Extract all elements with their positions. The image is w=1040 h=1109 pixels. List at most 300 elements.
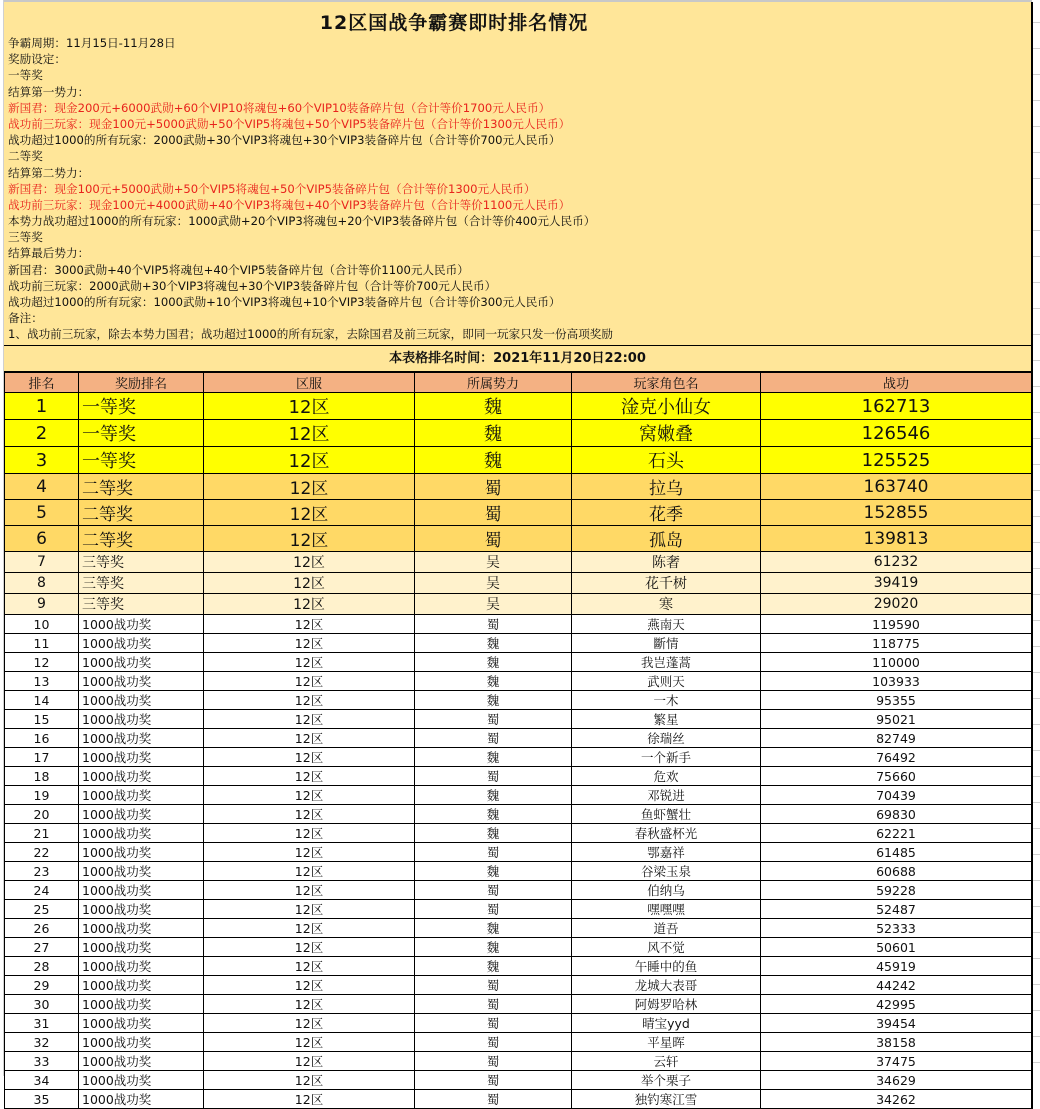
faction-cell[interactable]: 蜀 bbox=[415, 1071, 572, 1090]
server-cell[interactable]: 12区 bbox=[204, 526, 415, 552]
gridline-tick bbox=[1032, 620, 1040, 621]
reward-cell[interactable]: 三等奖 bbox=[79, 573, 204, 594]
server-cell[interactable]: 12区 bbox=[204, 995, 415, 1014]
server-cell[interactable]: 12区 bbox=[204, 767, 415, 786]
reward-info-line: 结算第二势力： bbox=[8, 165, 90, 180]
reward-info-line: 备注： bbox=[8, 311, 43, 326]
gridline-tick bbox=[1032, 542, 1040, 543]
reward-cell[interactable]: 1000战功奖 bbox=[79, 1033, 204, 1052]
gridline-tick bbox=[1032, 412, 1040, 413]
table-row bbox=[5, 672, 1032, 691]
gridline-tick bbox=[1032, 464, 1040, 465]
rank-cell[interactable]: 13 bbox=[5, 672, 79, 691]
faction-cell[interactable]: 蜀 bbox=[415, 995, 572, 1014]
gridline-tick bbox=[1032, 724, 1040, 725]
gridline-tick bbox=[1032, 984, 1040, 985]
reward-cell[interactable]: 1000战功奖 bbox=[79, 710, 204, 729]
server-cell[interactable]: 12区 bbox=[204, 653, 415, 672]
rank-cell[interactable]: 3 bbox=[5, 447, 79, 474]
server-cell[interactable]: 12区 bbox=[204, 447, 415, 474]
server-cell[interactable]: 12区 bbox=[204, 976, 415, 995]
rank-cell[interactable]: 5 bbox=[5, 500, 79, 526]
faction-cell[interactable]: 蜀 bbox=[415, 710, 572, 729]
table-row bbox=[5, 1014, 1032, 1033]
table-row bbox=[5, 748, 1032, 767]
reward-info-line: 1、战功前三玩家，除去本势力国君；战功超过1000的所有玩家，去除国君及前三玩家，即同一玩家只发一份高项奖励 bbox=[8, 327, 613, 342]
faction-cell[interactable]: 魏 bbox=[415, 420, 572, 447]
merit-cell[interactable]: 34262 bbox=[761, 1090, 1032, 1109]
reward-cell[interactable]: 1000战功奖 bbox=[79, 824, 204, 843]
server-cell[interactable]: 12区 bbox=[204, 786, 415, 805]
table-row bbox=[5, 615, 1032, 634]
player-name-cell[interactable]: 平星晖 bbox=[572, 1033, 761, 1052]
header-server[interactable]: 区服 bbox=[204, 373, 415, 393]
server-cell[interactable]: 12区 bbox=[204, 938, 415, 957]
player-name-cell[interactable]: 邓锐进 bbox=[572, 786, 761, 805]
gridline-tick bbox=[1032, 360, 1040, 361]
rank-cell[interactable]: 26 bbox=[5, 919, 79, 938]
player-name-cell[interactable]: 窝嫩叠 bbox=[572, 420, 761, 447]
reward-info-line: 二等奖 bbox=[8, 149, 43, 164]
server-cell[interactable]: 12区 bbox=[204, 805, 415, 824]
table-row bbox=[5, 919, 1032, 938]
player-name-cell[interactable]: 独钓寒江雪 bbox=[572, 1090, 761, 1109]
player-name-cell[interactable]: 阿姆罗哈林 bbox=[572, 995, 761, 1014]
faction-cell[interactable]: 魏 bbox=[415, 786, 572, 805]
table-row bbox=[5, 881, 1032, 900]
player-name-cell[interactable]: 鄂嘉祥 bbox=[572, 843, 761, 862]
rank-cell[interactable]: 21 bbox=[5, 824, 79, 843]
faction-cell[interactable]: 蜀 bbox=[415, 976, 572, 995]
table-row bbox=[5, 393, 1032, 420]
reward-cell[interactable]: 1000战功奖 bbox=[79, 615, 204, 634]
faction-cell[interactable]: 蜀 bbox=[415, 881, 572, 900]
merit-cell[interactable]: 39419 bbox=[761, 573, 1032, 594]
reward-cell[interactable]: 1000战功奖 bbox=[79, 748, 204, 767]
reward-info-line: 奖励设定： bbox=[8, 52, 66, 67]
player-name-cell[interactable]: 鱼虾蟹壮 bbox=[572, 805, 761, 824]
server-cell[interactable]: 12区 bbox=[204, 1033, 415, 1052]
table-row bbox=[5, 526, 1032, 552]
server-cell[interactable]: 12区 bbox=[204, 594, 415, 615]
table-row bbox=[5, 995, 1032, 1014]
rank-cell[interactable]: 10 bbox=[5, 615, 79, 634]
ranking-timestamp[interactable]: 本表格排名时间：2021年11月20日22:00 bbox=[4, 346, 1031, 372]
server-cell[interactable]: 12区 bbox=[204, 1052, 415, 1071]
server-cell[interactable]: 12区 bbox=[204, 552, 415, 573]
table-row bbox=[5, 653, 1032, 672]
reward-cell[interactable]: 1000战功奖 bbox=[79, 691, 204, 710]
server-cell[interactable]: 12区 bbox=[204, 474, 415, 500]
faction-cell[interactable]: 吴 bbox=[415, 552, 572, 573]
gridline-tick bbox=[1032, 854, 1040, 855]
header-rank[interactable]: 排名 bbox=[5, 373, 79, 393]
faction-cell[interactable]: 魏 bbox=[415, 805, 572, 824]
reward-cell[interactable]: 1000战功奖 bbox=[79, 957, 204, 976]
merit-cell[interactable]: 82749 bbox=[761, 729, 1032, 748]
server-cell[interactable]: 12区 bbox=[204, 729, 415, 748]
server-cell[interactable]: 12区 bbox=[204, 420, 415, 447]
faction-cell[interactable]: 魏 bbox=[415, 393, 572, 420]
merit-cell[interactable]: 125525 bbox=[761, 447, 1032, 474]
merit-cell[interactable]: 52487 bbox=[761, 900, 1032, 919]
table-row bbox=[5, 1090, 1032, 1109]
ranking-table-body bbox=[5, 393, 1032, 1109]
table-row bbox=[5, 500, 1032, 526]
player-name-cell[interactable]: 寒 bbox=[572, 594, 761, 615]
rank-cell[interactable]: 6 bbox=[5, 526, 79, 552]
merit-cell[interactable]: 95021 bbox=[761, 710, 1032, 729]
player-name-cell[interactable]: 谷梁玉泉 bbox=[572, 862, 761, 881]
header-faction[interactable]: 所属势力 bbox=[415, 373, 572, 393]
faction-cell[interactable]: 蜀 bbox=[415, 474, 572, 500]
server-cell[interactable]: 12区 bbox=[204, 1071, 415, 1090]
server-cell[interactable]: 12区 bbox=[204, 881, 415, 900]
merit-cell[interactable]: 39454 bbox=[761, 1014, 1032, 1033]
server-cell[interactable]: 12区 bbox=[204, 1090, 415, 1109]
faction-cell[interactable]: 魏 bbox=[415, 691, 572, 710]
server-cell[interactable]: 12区 bbox=[204, 500, 415, 526]
reward-cell[interactable]: 1000战功奖 bbox=[79, 995, 204, 1014]
rank-cell[interactable]: 14 bbox=[5, 691, 79, 710]
table-row bbox=[5, 1071, 1032, 1090]
gridline-tick bbox=[1032, 906, 1040, 907]
merit-cell[interactable]: 69830 bbox=[761, 805, 1032, 824]
reward-info-line: 战功超过1000的所有玩家：1000武勋+10个VIP3将魂包+10个VIP3装备碎片包（合计等价300元人民币） bbox=[8, 295, 561, 309]
gridline-tick bbox=[1032, 178, 1040, 179]
reward-cell[interactable]: 1000战功奖 bbox=[79, 919, 204, 938]
reward-info-line: 三等奖 bbox=[8, 230, 43, 245]
reward-info-line: 新国君：现金200元+6000武勋+60个VIP10将魂包+60个VIP10装备碎片包（合计等价1700元人民币） bbox=[8, 100, 551, 115]
merit-cell[interactable]: 152855 bbox=[761, 500, 1032, 526]
table-header-row bbox=[5, 373, 1032, 393]
gridline-tick bbox=[1032, 308, 1040, 309]
reward-cell[interactable]: 一等奖 bbox=[79, 393, 204, 420]
server-cell[interactable]: 12区 bbox=[204, 672, 415, 691]
table-row bbox=[5, 843, 1032, 862]
rank-cell[interactable]: 15 bbox=[5, 710, 79, 729]
rank-cell[interactable]: 27 bbox=[5, 938, 79, 957]
reward-cell[interactable]: 三等奖 bbox=[79, 552, 204, 573]
rank-cell[interactable]: 32 bbox=[5, 1033, 79, 1052]
faction-cell[interactable]: 魏 bbox=[415, 919, 572, 938]
table-row bbox=[5, 862, 1032, 881]
player-name-cell[interactable]: 嘿嘿嘿 bbox=[572, 900, 761, 919]
gridline-tick bbox=[1032, 204, 1040, 205]
reward-cell[interactable]: 1000战功奖 bbox=[79, 672, 204, 691]
faction-cell[interactable]: 魏 bbox=[415, 447, 572, 474]
player-name-cell[interactable]: 一个新手 bbox=[572, 748, 761, 767]
ranking-sheet bbox=[4, 2, 1033, 1109]
server-cell[interactable]: 12区 bbox=[204, 843, 415, 862]
merit-cell[interactable]: 37475 bbox=[761, 1052, 1032, 1071]
player-name-cell[interactable]: 风不觉 bbox=[572, 938, 761, 957]
reward-cell[interactable]: 1000战功奖 bbox=[79, 786, 204, 805]
server-cell[interactable]: 12区 bbox=[204, 957, 415, 976]
merit-cell[interactable]: 118775 bbox=[761, 634, 1032, 653]
rank-cell[interactable]: 7 bbox=[5, 552, 79, 573]
reward-cell[interactable]: 1000战功奖 bbox=[79, 634, 204, 653]
faction-cell[interactable]: 蜀 bbox=[415, 1090, 572, 1109]
faction-cell[interactable]: 蜀 bbox=[415, 729, 572, 748]
gridline-tick bbox=[1032, 230, 1040, 231]
reward-info-line: 战功前三玩家：现金100元+4000武勋+40个VIP3将魂包+40个VIP3装备碎片包（合计等价1100元人民币） bbox=[8, 197, 571, 212]
reward-cell[interactable]: 二等奖 bbox=[79, 474, 204, 500]
faction-cell[interactable]: 蜀 bbox=[415, 1014, 572, 1033]
merit-cell[interactable]: 76492 bbox=[761, 748, 1032, 767]
rank-cell[interactable]: 23 bbox=[5, 862, 79, 881]
merit-cell[interactable]: 162713 bbox=[761, 393, 1032, 420]
server-cell[interactable]: 12区 bbox=[204, 615, 415, 634]
merit-cell[interactable]: 59228 bbox=[761, 881, 1032, 900]
gridline-tick bbox=[1032, 1010, 1040, 1011]
player-name-cell[interactable]: 云轩 bbox=[572, 1052, 761, 1071]
server-cell[interactable]: 12区 bbox=[204, 748, 415, 767]
gridline-tick bbox=[1032, 828, 1040, 829]
server-cell[interactable]: 12区 bbox=[204, 634, 415, 653]
rank-cell[interactable]: 20 bbox=[5, 805, 79, 824]
reward-cell[interactable]: 1000战功奖 bbox=[79, 843, 204, 862]
gridline-tick bbox=[1032, 48, 1040, 49]
merit-cell[interactable]: 60688 bbox=[761, 862, 1032, 881]
reward-cell[interactable]: 1000战功奖 bbox=[79, 805, 204, 824]
rank-cell[interactable]: 2 bbox=[5, 420, 79, 447]
player-name-cell[interactable]: 危欢 bbox=[572, 767, 761, 786]
rank-cell[interactable]: 35 bbox=[5, 1090, 79, 1109]
merit-cell[interactable]: 119590 bbox=[761, 615, 1032, 634]
server-cell[interactable]: 12区 bbox=[204, 824, 415, 843]
rank-cell[interactable]: 22 bbox=[5, 843, 79, 862]
reward-info-lines bbox=[8, 35, 613, 343]
player-name-cell[interactable]: 春秋盛杯光 bbox=[572, 824, 761, 843]
merit-cell[interactable]: 42995 bbox=[761, 995, 1032, 1014]
table-row bbox=[5, 938, 1032, 957]
player-name-cell[interactable]: 道吾 bbox=[572, 919, 761, 938]
merit-cell[interactable]: 95355 bbox=[761, 691, 1032, 710]
reward-cell[interactable]: 二等奖 bbox=[79, 500, 204, 526]
faction-cell[interactable]: 蜀 bbox=[415, 526, 572, 552]
reward-cell[interactable]: 1000战功奖 bbox=[79, 1052, 204, 1071]
reward-info-cell[interactable] bbox=[4, 2, 1031, 346]
ranking-table bbox=[4, 372, 1032, 1109]
reward-cell[interactable]: 1000战功奖 bbox=[79, 1014, 204, 1033]
player-name-cell[interactable]: 武则天 bbox=[572, 672, 761, 691]
merit-cell[interactable]: 103933 bbox=[761, 672, 1032, 691]
sheet-title: 12区国战争霸赛即时排名情况 bbox=[319, 12, 589, 34]
reward-cell[interactable]: 1000战功奖 bbox=[79, 900, 204, 919]
gridline-tick bbox=[1032, 100, 1040, 101]
gridline-tick bbox=[1032, 698, 1040, 699]
merit-cell[interactable]: 70439 bbox=[761, 786, 1032, 805]
reward-info-line: 战功前三玩家：现金100元+5000武勋+50个VIP5将魂包+50个VIP5装备碎片包（合计等价1300元人民币） bbox=[8, 116, 571, 131]
reward-info-line: 结算最后势力： bbox=[8, 246, 90, 261]
gridline-tick bbox=[1032, 880, 1040, 881]
faction-cell[interactable]: 蜀 bbox=[415, 615, 572, 634]
faction-cell[interactable]: 魏 bbox=[415, 672, 572, 691]
server-cell[interactable]: 12区 bbox=[204, 393, 415, 420]
gridline-tick bbox=[1032, 516, 1040, 517]
faction-cell[interactable]: 吴 bbox=[415, 573, 572, 594]
header-reward[interactable]: 奖励排名 bbox=[79, 373, 204, 393]
server-cell[interactable]: 12区 bbox=[204, 862, 415, 881]
player-name-cell[interactable]: 花千树 bbox=[572, 573, 761, 594]
gridline-tick bbox=[1032, 932, 1040, 933]
faction-cell[interactable]: 魏 bbox=[415, 634, 572, 653]
faction-cell[interactable]: 吴 bbox=[415, 594, 572, 615]
table-row bbox=[5, 957, 1032, 976]
player-name-cell[interactable]: 伯纳乌 bbox=[572, 881, 761, 900]
reward-info-line: 战功前三玩家：2000武勋+30个VIP3将魂包+30个VIP3装备碎片包（合计等价700元人民币） bbox=[8, 278, 497, 293]
faction-cell[interactable]: 魏 bbox=[415, 938, 572, 957]
faction-cell[interactable]: 魏 bbox=[415, 824, 572, 843]
rank-cell[interactable]: 31 bbox=[5, 1014, 79, 1033]
rank-cell[interactable]: 4 bbox=[5, 474, 79, 500]
gridline-tick bbox=[1032, 22, 1040, 23]
table-row bbox=[5, 786, 1032, 805]
gridline-tick bbox=[1032, 1036, 1040, 1037]
rank-cell[interactable]: 8 bbox=[5, 573, 79, 594]
rank-cell[interactable]: 30 bbox=[5, 995, 79, 1014]
player-name-cell[interactable]: 陈奢 bbox=[572, 552, 761, 573]
faction-cell[interactable]: 魏 bbox=[415, 748, 572, 767]
player-name-cell[interactable]: 拉乌 bbox=[572, 474, 761, 500]
gridline-tick bbox=[1032, 386, 1040, 387]
server-cell[interactable]: 12区 bbox=[204, 919, 415, 938]
gridline-tick bbox=[1032, 646, 1040, 647]
player-name-cell[interactable]: 午睡中的鱼 bbox=[572, 957, 761, 976]
gridline-tick bbox=[1032, 958, 1040, 959]
table-row bbox=[5, 824, 1032, 843]
table-row bbox=[5, 900, 1032, 919]
rank-cell[interactable]: 33 bbox=[5, 1052, 79, 1071]
rank-cell[interactable]: 17 bbox=[5, 748, 79, 767]
table-row bbox=[5, 976, 1032, 995]
player-name-cell[interactable]: 一木 bbox=[572, 691, 761, 710]
faction-cell[interactable]: 魏 bbox=[415, 957, 572, 976]
reward-cell[interactable]: 1000战功奖 bbox=[79, 938, 204, 957]
server-cell[interactable]: 12区 bbox=[204, 1014, 415, 1033]
player-name-cell[interactable]: 孤岛 bbox=[572, 526, 761, 552]
player-name-cell[interactable]: 龙城大表哥 bbox=[572, 976, 761, 995]
player-name-cell[interactable]: 繁星 bbox=[572, 710, 761, 729]
reward-cell[interactable]: 1000战功奖 bbox=[79, 1090, 204, 1109]
gridline-tick bbox=[1032, 750, 1040, 751]
reward-cell[interactable]: 1000战功奖 bbox=[79, 1071, 204, 1090]
faction-cell[interactable]: 蜀 bbox=[415, 843, 572, 862]
merit-cell[interactable]: 139813 bbox=[761, 526, 1032, 552]
rank-cell[interactable]: 25 bbox=[5, 900, 79, 919]
reward-cell[interactable]: 二等奖 bbox=[79, 526, 204, 552]
reward-cell[interactable]: 三等奖 bbox=[79, 594, 204, 615]
merit-cell[interactable]: 61232 bbox=[761, 552, 1032, 573]
faction-cell[interactable]: 蜀 bbox=[415, 900, 572, 919]
rank-cell[interactable]: 1 bbox=[5, 393, 79, 420]
reward-cell[interactable]: 一等奖 bbox=[79, 447, 204, 474]
reward-cell[interactable]: 1000战功奖 bbox=[79, 862, 204, 881]
merit-cell[interactable]: 38158 bbox=[761, 1033, 1032, 1052]
server-cell[interactable]: 12区 bbox=[204, 900, 415, 919]
player-name-cell[interactable]: 石头 bbox=[572, 447, 761, 474]
player-name-cell[interactable]: 花季 bbox=[572, 500, 761, 526]
reward-info-line: 一等奖 bbox=[8, 68, 43, 83]
player-name-cell[interactable]: 我岂蓬蒿 bbox=[572, 653, 761, 672]
player-name-cell[interactable]: 斷情 bbox=[572, 634, 761, 653]
gridline-tick bbox=[1032, 802, 1040, 803]
reward-cell[interactable]: 一等奖 bbox=[79, 420, 204, 447]
server-cell[interactable]: 12区 bbox=[204, 573, 415, 594]
table-row bbox=[5, 767, 1032, 786]
faction-cell[interactable]: 魏 bbox=[415, 862, 572, 881]
gridline-tick bbox=[1032, 1062, 1040, 1063]
server-cell[interactable]: 12区 bbox=[204, 710, 415, 729]
faction-cell[interactable]: 蜀 bbox=[415, 1052, 572, 1071]
merit-cell[interactable]: 44242 bbox=[761, 976, 1032, 995]
reward-cell[interactable]: 1000战功奖 bbox=[79, 653, 204, 672]
merit-cell[interactable]: 110000 bbox=[761, 653, 1032, 672]
table-row bbox=[5, 552, 1032, 573]
rank-cell[interactable]: 11 bbox=[5, 634, 79, 653]
merit-cell[interactable]: 163740 bbox=[761, 474, 1032, 500]
merit-cell[interactable]: 34629 bbox=[761, 1071, 1032, 1090]
rank-cell[interactable]: 24 bbox=[5, 881, 79, 900]
gridline-tick bbox=[1032, 74, 1040, 75]
gridline-tick bbox=[1032, 776, 1040, 777]
player-name-cell[interactable]: 晴宝yyd bbox=[572, 1014, 761, 1033]
rank-cell[interactable]: 18 bbox=[5, 767, 79, 786]
faction-cell[interactable]: 蜀 bbox=[415, 767, 572, 786]
rank-cell[interactable]: 28 bbox=[5, 957, 79, 976]
reward-cell[interactable]: 1000战功奖 bbox=[79, 976, 204, 995]
merit-cell[interactable]: 61485 bbox=[761, 843, 1032, 862]
rank-cell[interactable]: 16 bbox=[5, 729, 79, 748]
faction-cell[interactable]: 蜀 bbox=[415, 500, 572, 526]
table-row bbox=[5, 805, 1032, 824]
table-row bbox=[5, 474, 1032, 500]
gridline-tick bbox=[1032, 256, 1040, 257]
gridline-tick bbox=[1032, 282, 1040, 283]
rank-cell[interactable]: 12 bbox=[5, 653, 79, 672]
player-name-cell[interactable]: 徐瑞丝 bbox=[572, 729, 761, 748]
merit-cell[interactable]: 50601 bbox=[761, 938, 1032, 957]
reward-cell[interactable]: 1000战功奖 bbox=[79, 767, 204, 786]
merit-cell[interactable]: 62221 bbox=[761, 824, 1032, 843]
player-name-cell[interactable]: 淦克小仙女 bbox=[572, 393, 761, 420]
reward-cell[interactable]: 1000战功奖 bbox=[79, 729, 204, 748]
gridline-tick bbox=[1032, 568, 1040, 569]
merit-cell[interactable]: 52333 bbox=[761, 919, 1032, 938]
rank-cell[interactable]: 9 bbox=[5, 594, 79, 615]
faction-cell[interactable]: 魏 bbox=[415, 653, 572, 672]
rank-cell[interactable]: 34 bbox=[5, 1071, 79, 1090]
merit-cell[interactable]: 29020 bbox=[761, 594, 1032, 615]
table-row bbox=[5, 1052, 1032, 1071]
rank-cell[interactable]: 29 bbox=[5, 976, 79, 995]
header-player-name[interactable]: 玩家角色名 bbox=[572, 373, 761, 393]
server-cell[interactable]: 12区 bbox=[204, 691, 415, 710]
merit-cell[interactable]: 126546 bbox=[761, 420, 1032, 447]
merit-cell[interactable]: 45919 bbox=[761, 957, 1032, 976]
table-row bbox=[5, 594, 1032, 615]
faction-cell[interactable]: 蜀 bbox=[415, 1033, 572, 1052]
reward-info-line: 新国君：3000武勋+40个VIP5将魂包+40个VIP5装备碎片包（合计等价1100元人民币） bbox=[8, 262, 469, 277]
merit-cell[interactable]: 75660 bbox=[761, 767, 1032, 786]
reward-cell[interactable]: 1000战功奖 bbox=[79, 881, 204, 900]
header-merit[interactable]: 战功 bbox=[761, 373, 1032, 393]
player-name-cell[interactable]: 燕南天 bbox=[572, 615, 761, 634]
rank-cell[interactable]: 19 bbox=[5, 786, 79, 805]
reward-info-line: 本势力战功超过1000的所有玩家：1000武勋+20个VIP3将魂包+20个VIP3装备碎片包（合计等价400元人民币） bbox=[8, 214, 596, 229]
player-name-cell[interactable]: 举个栗子 bbox=[572, 1071, 761, 1090]
